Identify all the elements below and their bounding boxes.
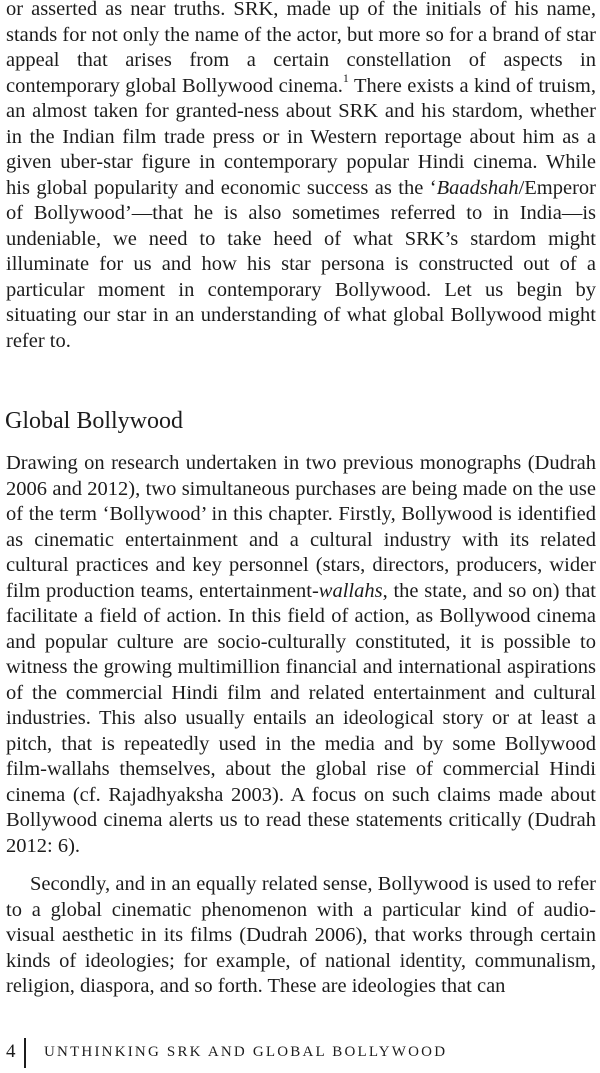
footnote-reference: 1 (342, 70, 349, 85)
page-number: 4 (6, 1041, 16, 1062)
paragraph-3: Secondly, and in an equally related sense, Bollywood is used to refer to a global cinematic phenomenon with a particular kind of audio-visual aesthetic in its films (Dudrah 2006), that works through certain kinds of ideologies; for example, of national identity, communalism, religion, diaspora, and so forth. These are ideologies that can (6, 873, 596, 997)
paragraph-1-part-c: /Emperor of Bollywood’—that he is also sometimes referred to in India—is undeniable, we need to take heed of what SRK’s stardom might illuminate for us and how his star persona is constructed out of a particular moment in contemporary Bollywood. Let us begin by situating our star in an understanding of what global Bollywood might refer to. (6, 176, 596, 352)
section-heading: Global Bollywood (5, 408, 183, 434)
paragraph-2 (6, 451, 596, 859)
italic-term-wallahs: wallahs (318, 579, 383, 602)
paragraph-2-part-a: Drawing on research undertaken in two previous monographs (Dudrah 2006 and 2012), two simultaneous purchases are being made on the use of the term ‘Bollywood’ in this chapter. Firstly, Bollywood is identified as cinematic entertainment and a cultural industry with its related cultural practices and key personnel (stars, directors, producers, wider film production teams, entertainment- (6, 452, 596, 602)
italic-term-baadshah: Baadshah (436, 176, 519, 199)
paragraph-1 (6, 0, 596, 354)
page-footer (6, 1036, 596, 1066)
paragraph-2-part-b: , the state, and so on) that facilitate a field of action. In this field of action, as Bollywood cinema and popular culture are socio-culturally constituted, it is possible to witness the growing multimillion financial and international aspirations of the commercial Hindi film and related entertainment and cultural industries. This also usually entails an ideological story or at least a pitch, that is repeatedly used in the media and by some Bollywood film-wallahs themselves, about the global rise of commercial Hindi cinema (cf. Rajadhyaksha 2003). A focus on such claims made about Bollywood cinema alerts us to read these statements critically (Dudrah 2012: 6). (6, 579, 596, 857)
running-head: UNTHINKING SRK AND GLOBAL BOLLYWOOD (44, 1044, 448, 1060)
paragraph-1-part-b: There exists a kind of truism, an almost taken for granted-ness about SRK and his stardom, whether in the Indian film trade press or in Western reportage about him as a given uber-star figure in contemporary popular Hindi cinema. While his global popularity and economic success as the ‘ (6, 74, 596, 199)
footer-divider (24, 1038, 26, 1068)
paragraph-1-part-a: or asserted as near truths. SRK, made up of the initials of his name, stands for not only the name of the actor, but more so for a brand of star appeal that arises from a certain constellation of aspects in contemporary global Bollywood cinema. (6, 0, 596, 97)
